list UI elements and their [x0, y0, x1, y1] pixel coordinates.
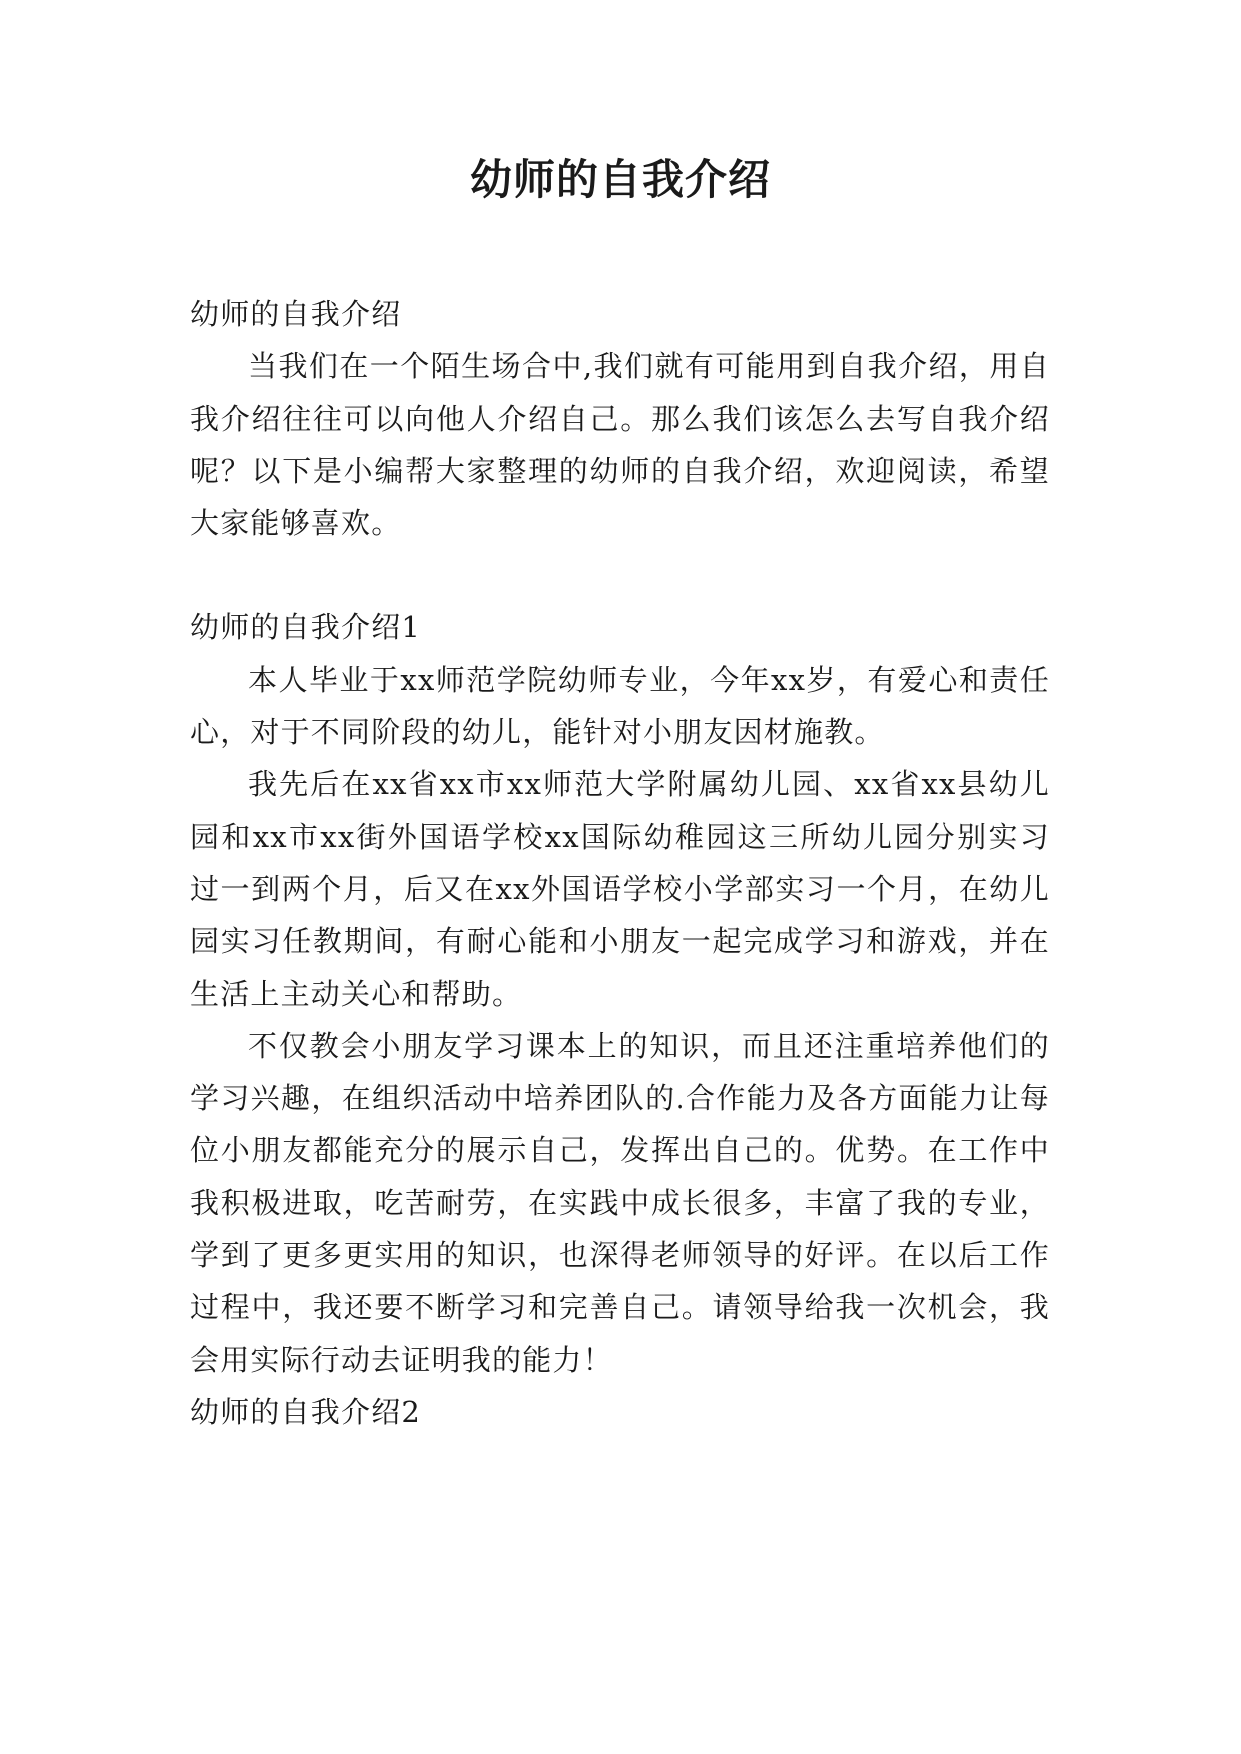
section1-paragraph-1: 本人毕业于xx师范学院幼师专业，今年xx岁，有爱心和责任心，对于不同阶段的幼儿，能针对小朋友因材施教。 — [190, 662, 1050, 750]
document-title: 幼师的自我介绍 — [469, 155, 771, 204]
section1-paragraph-2: 我先后在xx省xx市xx师范大学附属幼儿园、xx省xx县幼儿园和xx市xx街外国语学校xx国际幼稚园这三所幼儿园分别实习过一到两个月，后又在xx外国语学校小学部实习一个月，在幼儿园实习任教期间，有耐心能和小朋友一起完成学习和游戏，并在生活上主动关心和帮助。 — [190, 767, 1050, 1011]
intro-heading: 幼师的自我介绍 — [190, 297, 402, 331]
document-body — [190, 288, 1050, 1438]
section2-heading: 幼师的自我介绍2 — [190, 1394, 422, 1429]
section-spacer — [190, 549, 1050, 601]
section1-heading: 幼师的自我介绍1 — [190, 610, 422, 645]
section1-paragraph-3: 不仅教会小朋友学习课本上的知识，而且还注重培养他们的学习兴趣，在组织活动中培养团队的.合作能力及各方面能力让每位小朋友都能充分的展示自己，发挥出自己的。优势。在工作中我积极进取，吃苦耐劳，在实践中成长很多，丰富了我的专业，学到了更多更实用的知识，也深得老师领导的好评。在以后工作过程中，我还要不断学习和完善自己。请领导给我一次机会，我会用实际行动去证明我的能力！ — [190, 1028, 1050, 1377]
intro-paragraph: 当我们在一个陌生场合中,我们就有可能用到自我介绍，用自我介绍往往可以向他人介绍自己。那么我们该怎么去写自我介绍呢？以下是小编帮大家整理的幼师的自我介绍，欢迎阅读，希望大家能够喜欢。 — [190, 349, 1050, 541]
